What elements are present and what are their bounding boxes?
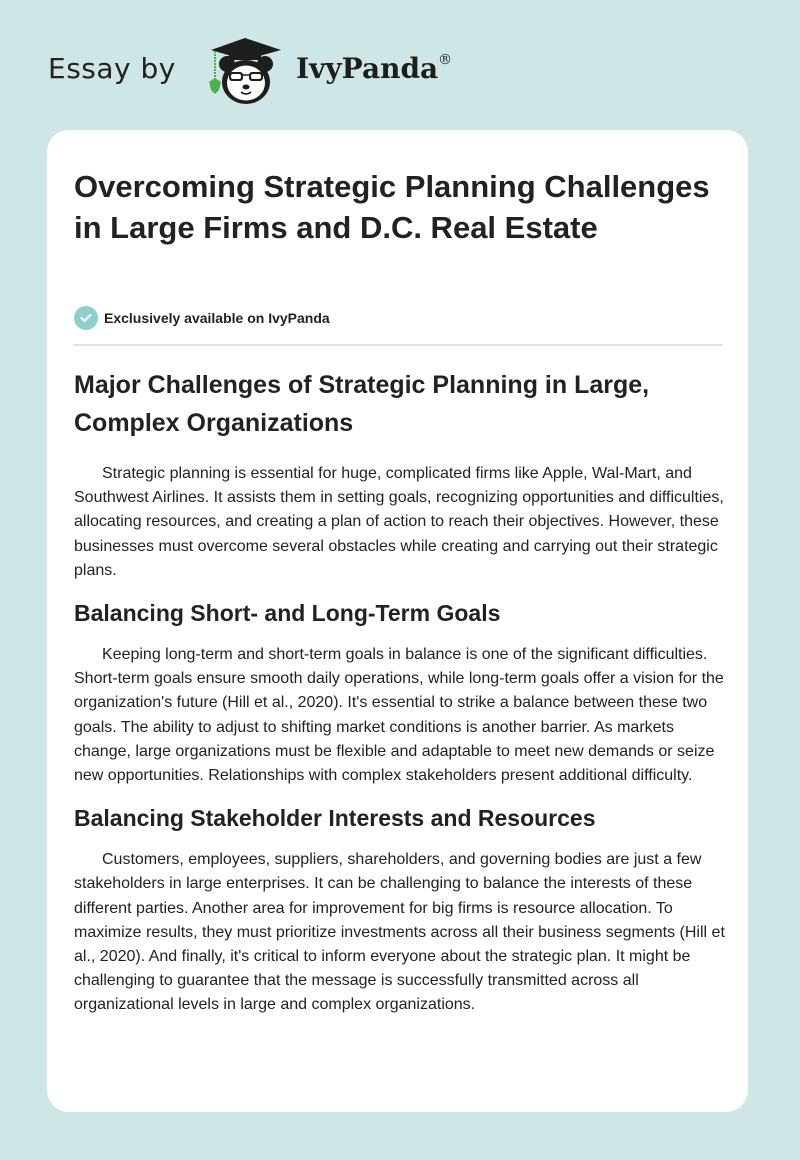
exclusive-badge-label: Exclusively available on IvyPanda — [104, 310, 330, 326]
essay-by-label: Essay by — [48, 52, 176, 85]
section-heading: Major Challenges of Strategic Planning in Large, Complex Organizations — [74, 371, 650, 437]
paragraph: Customers, employees, suppliers, shareholders, and governing bodies are just a few stakeholders in large enterprises. It can be challenging to balance the interests of these different parties. Another area for improvement for big firms is resource allocation. To maximize results, they must prioritize investments across all their business segments (Hill et al., 2020). And finally, it's critical to inform everyone about the strategic plan. It might be challenging to guarantee that the message is successfully transmitted across all organizational levels in large and complex organizations. — [74, 851, 725, 1014]
paragraph: Keeping long-term and short-term goals in balance is one of the significant difficulties. Short-term goals ensure smooth daily operations, while long-term goals offer a vision for the organization's future (Hill et al., 2020). It's essential to strike a balance between these two goals. The ability to adjust to shifting market conditions is another barrier. As markets change, large organizations must be flexible and adaptable to meet new demands or seize new opportunities. Relationships with complex stakeholders present additional difficulty. — [74, 646, 724, 785]
paragraph: Strategic planning is essential for huge, complicated firms like Apple, Wal-Mart, and Southwest Airlines. It assists them in setting goals, recognizing opportunities and difficulties, allocating resources, and creating a plan of action to reach their objectives. However, these businesses must overcome several obstacles while creating and carrying out their strategic plans. — [74, 465, 724, 579]
panda-graduation-cap-icon — [203, 36, 287, 108]
essay-card — [47, 130, 748, 1112]
brand-name: IvyPanda® — [296, 51, 453, 85]
exclusive-badge — [74, 306, 330, 330]
check-circle-icon — [74, 306, 98, 330]
site-header — [0, 0, 800, 130]
page-title: Overcoming Strategic Planning Challenges in Large Firms and D.C. Real Estate — [74, 169, 710, 245]
registered-mark: ® — [438, 51, 453, 68]
divider — [74, 344, 723, 346]
subsection-heading: Balancing Short- and Long-Term Goals — [74, 600, 501, 627]
essay-body — [74, 366, 726, 1033]
subsection-heading: Balancing Stakeholder Interests and Resources — [74, 805, 596, 832]
